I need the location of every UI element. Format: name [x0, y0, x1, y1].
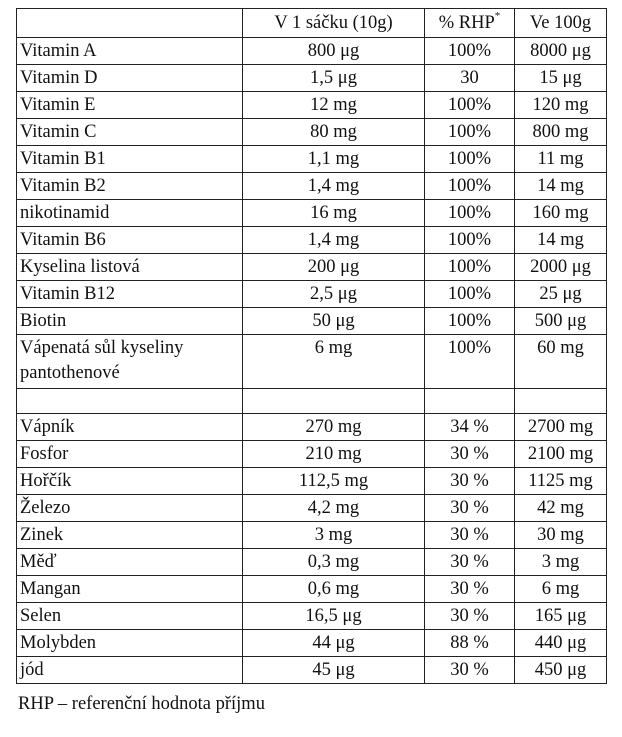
nutrient-name: Mangan	[17, 576, 243, 603]
amount-per-100g: 11 mg	[515, 146, 607, 173]
nutrient-name: Vitamin B6	[17, 227, 243, 254]
nutrient-name: Vitamin B2	[17, 173, 243, 200]
amount-per-sachet: 200 μg	[243, 254, 425, 281]
table-row	[17, 200, 607, 227]
footnote-marker: *	[494, 10, 501, 22]
table-row	[17, 254, 607, 281]
amount-per-sachet: 112,5 mg	[243, 468, 425, 495]
amount-per-100g: 440 μg	[515, 630, 607, 657]
amount-per-100g: 450 μg	[515, 657, 607, 684]
amount-per-sachet: 44 μg	[243, 630, 425, 657]
amount-per-100g: 42 mg	[515, 495, 607, 522]
amount-per-sachet: 3 mg	[243, 522, 425, 549]
nutrient-name: Vitamin B1	[17, 146, 243, 173]
rhp-percent: 100%	[425, 254, 515, 281]
rhp-percent: 100%	[425, 119, 515, 146]
amount-per-sachet: 800 μg	[243, 38, 425, 65]
rhp-percent: 30 %	[425, 657, 515, 684]
nutrient-name: Vitamin B12	[17, 281, 243, 308]
table-row	[17, 468, 607, 495]
nutrient-name: Měď	[17, 549, 243, 576]
amount-per-100g: 14 mg	[515, 227, 607, 254]
nutrient-name: nikotinamid	[17, 200, 243, 227]
amount-per-sachet: 1,4 mg	[243, 173, 425, 200]
amount-per-sachet: 1,4 mg	[243, 227, 425, 254]
amount-per-100g: 60 mg	[515, 335, 607, 389]
table-row	[17, 335, 607, 389]
rhp-percent: 100%	[425, 227, 515, 254]
header-rhp	[425, 9, 515, 38]
rhp-percent: 100%	[425, 335, 515, 389]
rhp-percent: 30 %	[425, 495, 515, 522]
amount-per-sachet: 6 mg	[243, 335, 425, 389]
rhp-percent: 30 %	[425, 549, 515, 576]
footnote: RHP – referenční hodnota příjmu	[18, 694, 265, 714]
table-row	[17, 308, 607, 335]
amount-per-100g	[515, 389, 607, 414]
rhp-percent: 88 %	[425, 630, 515, 657]
nutrient-name: Fosfor	[17, 441, 243, 468]
amount-per-100g: 30 mg	[515, 522, 607, 549]
nutrient-name: Vitamin A	[17, 38, 243, 65]
amount-per-sachet: 45 μg	[243, 657, 425, 684]
header-per-sachet: V 1 sáčku (10g)	[243, 9, 425, 38]
nutrient-name: Molybden	[17, 630, 243, 657]
amount-per-sachet: 1,1 mg	[243, 146, 425, 173]
nutrient-name: Vápník	[17, 414, 243, 441]
table-row	[17, 603, 607, 630]
table-row	[17, 495, 607, 522]
table-row	[17, 281, 607, 308]
table-row-spacer	[17, 389, 607, 414]
amount-per-sachet: 16 mg	[243, 200, 425, 227]
amount-per-100g: 2000 μg	[515, 254, 607, 281]
table-row	[17, 441, 607, 468]
header-per-100g: Ve 100g	[515, 9, 607, 38]
rhp-percent: 30 %	[425, 441, 515, 468]
amount-per-sachet: 12 mg	[243, 92, 425, 119]
amount-per-sachet: 80 mg	[243, 119, 425, 146]
amount-per-100g: 2100 mg	[515, 441, 607, 468]
rhp-percent: 30 %	[425, 603, 515, 630]
rhp-percent: 30	[425, 65, 515, 92]
amount-per-100g: 25 μg	[515, 281, 607, 308]
header-nutrient	[17, 9, 243, 38]
rhp-percent: 100%	[425, 38, 515, 65]
table-row	[17, 92, 607, 119]
amount-per-100g: 165 μg	[515, 603, 607, 630]
nutrition-table	[16, 8, 607, 684]
amount-per-sachet: 210 mg	[243, 441, 425, 468]
amount-per-100g: 8000 μg	[515, 38, 607, 65]
amount-per-sachet: 270 mg	[243, 414, 425, 441]
nutrient-name: Železo	[17, 495, 243, 522]
amount-per-sachet: 0,6 mg	[243, 576, 425, 603]
rhp-percent: 100%	[425, 281, 515, 308]
amount-per-sachet: 4,2 mg	[243, 495, 425, 522]
nutrient-name	[17, 389, 243, 414]
nutrient-name: Vitamin E	[17, 92, 243, 119]
amount-per-100g: 1125 mg	[515, 468, 607, 495]
amount-per-100g: 3 mg	[515, 549, 607, 576]
nutrient-name: Vitamin D	[17, 65, 243, 92]
rhp-percent: 30 %	[425, 468, 515, 495]
amount-per-100g: 14 mg	[515, 173, 607, 200]
amount-per-100g: 2700 mg	[515, 414, 607, 441]
amount-per-100g: 160 mg	[515, 200, 607, 227]
amount-per-sachet: 1,5 μg	[243, 65, 425, 92]
rhp-percent: 100%	[425, 200, 515, 227]
table-row	[17, 549, 607, 576]
rhp-percent: 100%	[425, 92, 515, 119]
rhp-percent: 100%	[425, 146, 515, 173]
amount-per-sachet: 0,3 mg	[243, 549, 425, 576]
rhp-percent: 100%	[425, 308, 515, 335]
nutrient-name: Kyselina listová	[17, 254, 243, 281]
table-row	[17, 227, 607, 254]
rhp-percent: 30 %	[425, 522, 515, 549]
rhp-percent	[425, 389, 515, 414]
amount-per-sachet	[243, 389, 425, 414]
amount-per-sachet: 16,5 μg	[243, 603, 425, 630]
table-row	[17, 576, 607, 603]
table-row	[17, 657, 607, 684]
nutrient-name: Hořčík	[17, 468, 243, 495]
amount-per-sachet: 50 μg	[243, 308, 425, 335]
table-row	[17, 146, 607, 173]
rhp-percent: 30 %	[425, 576, 515, 603]
header-rhp-label: % RHP	[438, 13, 495, 33]
table-row	[17, 65, 607, 92]
table-row	[17, 414, 607, 441]
amount-per-sachet: 2,5 μg	[243, 281, 425, 308]
amount-per-100g: 800 mg	[515, 119, 607, 146]
table-row	[17, 522, 607, 549]
amount-per-100g: 500 μg	[515, 308, 607, 335]
table-row	[17, 119, 607, 146]
table-header-row	[17, 9, 607, 38]
rhp-percent: 34 %	[425, 414, 515, 441]
nutrient-name: Selen	[17, 603, 243, 630]
table-body	[17, 38, 607, 684]
nutrient-name: Vitamin C	[17, 119, 243, 146]
nutrient-name: jód	[17, 657, 243, 684]
table-row	[17, 630, 607, 657]
nutrient-name: Biotin	[17, 308, 243, 335]
rhp-percent: 100%	[425, 173, 515, 200]
table-row	[17, 173, 607, 200]
nutrient-name: Vápenatá sůl kyseliny pantothenové	[17, 335, 243, 389]
nutrient-name: Zinek	[17, 522, 243, 549]
amount-per-100g: 15 μg	[515, 65, 607, 92]
table-row	[17, 38, 607, 65]
amount-per-100g: 120 mg	[515, 92, 607, 119]
amount-per-100g: 6 mg	[515, 576, 607, 603]
